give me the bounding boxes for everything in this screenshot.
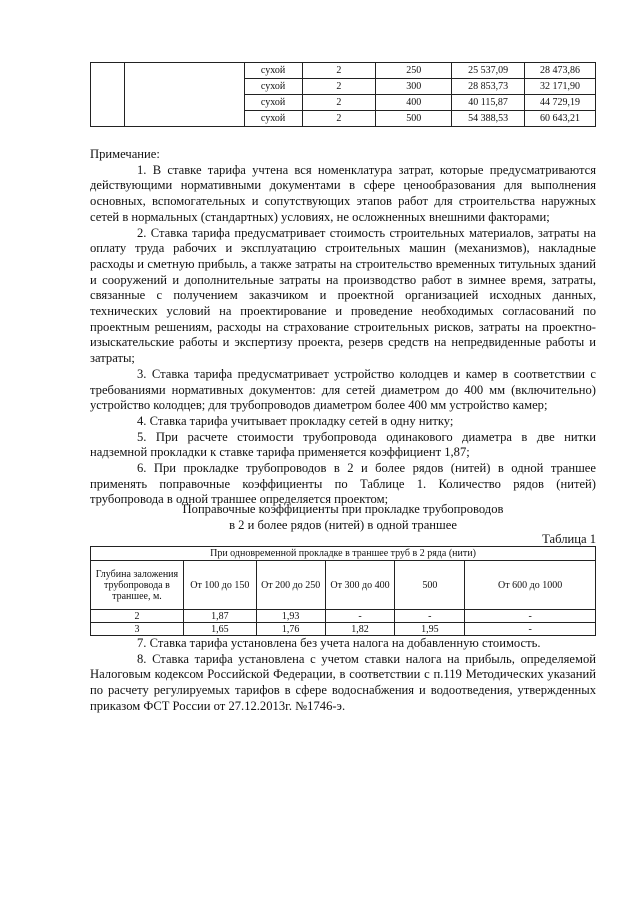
- note-item: 2. Ставка тарифа предусматривает стоимость строительных материалов, затраты на оплату труда рабочих и эксплуатацию строительных машин (механизмов), накладные расходы и сметную прибыль, а также затраты на строительство временных титульных зданий и сооружений и дополнительные затраты на производство работ в зимнее время, затраты, связанные с получением заказчиком и проектной организацией исходных данных, технических условий на проектирование и проведение необходимых согласований по проектным решениям, расходы на страхование строительных рисков, затраты на проектно-изыскательские работы и экспертизу проекта, резерв средств на непредвиденные работы и затраты;: [90, 225, 596, 366]
- table-cell: 400: [376, 95, 452, 111]
- note-item: 1. В ставке тарифа учтена вся номенклатура затрат, которые предусматриваются действующими нормативными документами в сфере ценообразования для выполнения основных, вспомогательных и сопутствующих этапов работ для строительства наружных сетей в нормальных (стандартных) условиях, не осложненных внешними факторами;: [90, 162, 596, 224]
- table-cell: 500: [376, 111, 452, 127]
- price-table-continuation: [90, 62, 596, 127]
- table1-caption: Таблица 1: [542, 532, 596, 546]
- table-header-row: [91, 547, 596, 561]
- note-item: 6. При прокладке трубопроводов в 2 и более рядов (нитей) в одной траншее применять поправочные коэффициенты по Таблице 1. Количество рядов (нитей) трубопровода в одной траншее определяется проектом;: [90, 461, 596, 507]
- table-header-cell: 500: [395, 561, 465, 610]
- table-header-cell: От 300 до 400: [325, 561, 395, 610]
- note-item: 4. Ставка тарифа учитывает прокладку сетей в одну нитку;: [137, 413, 454, 428]
- table-header-cell: От 600 до 1000: [465, 561, 596, 610]
- table-cell: 54 388,53: [452, 111, 525, 127]
- table-cell: 1,65: [183, 623, 256, 636]
- table-cell: 32 171,90: [525, 79, 596, 95]
- table-header-cell: Глубина заложения трубопровода в траншее, м.: [91, 561, 184, 610]
- table-cell: 2: [91, 610, 184, 623]
- table-row: [91, 63, 596, 79]
- table-row: [91, 623, 596, 636]
- table-cell: 300: [376, 79, 452, 95]
- notes-title: Примечание:: [90, 147, 160, 161]
- note-item: 7. Ставка тарифа установлена без учета налога на добавленную стоимость.: [137, 636, 541, 650]
- table1-title: [90, 502, 596, 533]
- table-cell-empty: [91, 63, 125, 127]
- table-cell: сухой: [244, 63, 302, 79]
- table-span-header: При одновременной прокладке в траншее труб в 2 ряда (нити): [91, 547, 596, 561]
- notes-continued: [90, 636, 596, 715]
- table-cell: сухой: [244, 79, 302, 95]
- table-cell: -: [325, 610, 395, 623]
- table-cell: сухой: [244, 111, 302, 127]
- table-cell: сухой: [244, 95, 302, 111]
- note-item: 3. Ставка тарифа предусматривает устройство колодцев и камер в соответствии с требованиями нормативных документов: для сетей диаметром до 400 мм (включительно) устройство колодцев; для трубопроводов диаметром более 400 мм устройство камер;: [90, 366, 596, 413]
- table-cell: 1,95: [395, 623, 465, 636]
- table-cell: 1,76: [256, 623, 325, 636]
- table-cell: -: [465, 610, 596, 623]
- table-cell: 25 537,09: [452, 63, 525, 79]
- table-cell: 60 643,21: [525, 111, 596, 127]
- table-cell: 28 473,86: [525, 63, 596, 79]
- table-row: [91, 610, 596, 623]
- table-cell: 250: [376, 63, 452, 79]
- table-cell: 2: [302, 79, 376, 95]
- table-cell: 40 115,87: [452, 95, 525, 111]
- table-cell: 2: [302, 111, 376, 127]
- table-cell: 1,93: [256, 610, 325, 623]
- notes-section: [90, 147, 596, 508]
- table1-title-line: в 2 и более рядов (нитей) в одной траншее: [229, 517, 457, 532]
- table-cell: 3: [91, 623, 184, 636]
- table-header-row: [91, 561, 596, 610]
- table-cell: -: [465, 623, 596, 636]
- note-item: 8. Ставка тарифа установлена с учетом ставки налога на прибыль, определяемой Налоговым кодексом Российской Федерации, в соответствии с п.119 Методических указаний по расчету регулируемых тарифов в сфере водоснабжения и водоотведения, утвержденных приказом ФСТ России от 27.12.2013г. №1746-э.: [90, 651, 596, 713]
- note-item: 5. При расчете стоимости трубопровода одинакового диаметра в две нитки надземной прокладки к ставке тарифа применяется коэффициент 1,87;: [90, 429, 596, 460]
- table-cell: 28 853,73: [452, 79, 525, 95]
- table-cell: 44 729,19: [525, 95, 596, 111]
- table-cell: -: [395, 610, 465, 623]
- table-cell: 2: [302, 63, 376, 79]
- table1-title-line: Поправочные коэффициенты при прокладке трубопроводов: [182, 502, 504, 516]
- table-cell-empty: [124, 63, 244, 127]
- table-cell: 1,82: [325, 623, 395, 636]
- coefficients-table: [90, 546, 596, 636]
- table-header-cell: От 200 до 250: [256, 561, 325, 610]
- table-header-cell: От 100 до 150: [183, 561, 256, 610]
- table-cell: 2: [302, 95, 376, 111]
- table-cell: 1,87: [183, 610, 256, 623]
